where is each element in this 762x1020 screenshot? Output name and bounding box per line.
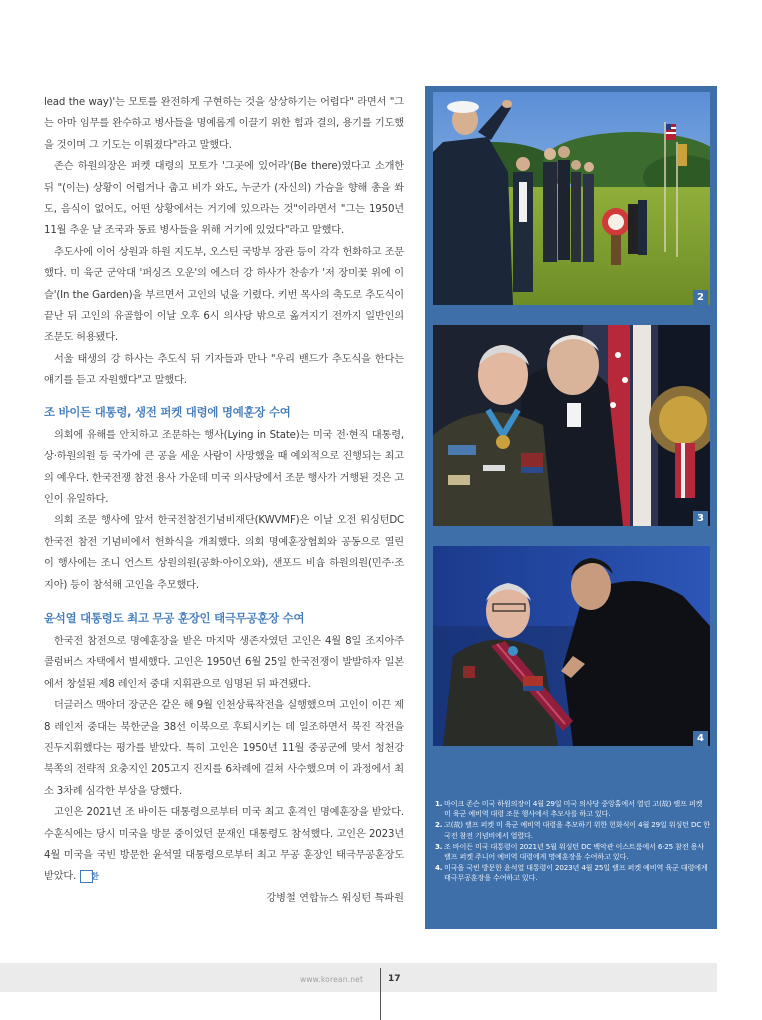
- caption-number: 3.: [435, 841, 443, 851]
- article-paragraph: 의회 조문 행사에 앞서 한국전참전기념비재단(KWVMF)은 이날 오전 워싱턴DC 한국전 참전 기념비에서 헌화식을 개최했다. 의회 명예훈장협회와 공동으로 열린 이 행사에는 조니 언스트 상원의원(공화·아이오와), 샌포드 비숍 하원의원(민주·조지아) 등이 참석해 고인을 추모했다.: [44, 515, 404, 591]
- end-mark-icon: 한: [80, 870, 93, 883]
- byline: 강병철 연합뉴스 워싱턴 특파원: [266, 892, 404, 904]
- article-paragraph: 존슨 하원의장은 퍼켓 대령의 모토가 '그곳에 있어라'(Be there)였다고 소개한 뒤 "(이는) 상황이 어렵거나 춥고 비가 와도, 누군가 (자신의) 가슴을 향해 총을 쏴도, 음식이 없어도, 어떤 상황에서는 거기에 있으라는 것"이라면서 "그는 1950년 11월 추운 날 조국과 동료 병사들을 위해 거기에 있었다"라고 말했다.: [44, 161, 404, 237]
- photo-sidebar: [425, 86, 717, 929]
- article-paragraph: 서울 태생의 강 하사는 추도식 뒤 기자들과 만나 "우리 밴드가 추도식을 한다는 얘기를 듣고 자원했다"고 말했다.: [44, 353, 404, 387]
- caption-number: 1.: [435, 799, 443, 808]
- article-paragraph: 한국전 참전으로 명예훈장을 받은 마지막 생존자였던 고인은 4월 8일 조지아주 콜럼버스 자택에서 별세했다. 고인은 1950년 6월 25일 한국전쟁이 발발하자 일본에서 창설된 제8 레인저 중대 지휘관으로 임명된 뒤 파견됐다.: [44, 635, 404, 690]
- caption-text: 고(故) 랠프 퍼켓 미 육군 예비역 대령을 추모하기 위한 헌화식이 4월 29일 워싱턴 DC 한국전 참전 기념비에서 열렸다.: [444, 820, 710, 840]
- article-paragraph: lead the way)'는 모토를 완전하게 구현하는 것을 상상하기는 어렵다" 라면서 "그는 아마 임무를 완수하고 병사들을 명예롭게 이끌기 위한 힘과 결의, 용기를 기도했을 것이며 그 기도는 이뤄졌다"라고 말했다.: [44, 97, 404, 151]
- photo-wreath-ceremony: [433, 92, 710, 305]
- taeguk-order-image: [433, 546, 710, 746]
- caption-text: 마이크 존슨 미국 하원의장이 4월 29일 미국 의사당 중앙홀에서 열린 고(故) 랠프 퍼켓 미 육군 예비역 대령 조문 행사에서 추모사를 하고 있다.: [444, 799, 703, 819]
- page-number: 17: [388, 974, 401, 984]
- wreath-ceremony-image: [433, 92, 710, 305]
- article-paragraph: 추도사에 이어 상원과 하원 지도부, 오스틴 국방부 장관 등이 각각 헌화하고 조문했다. 미 육군 군악대 '퍼싱즈 오운'의 에스더 강 하사가 찬송가 '저 장미꽃 위에 이슬'(In the Garden)을 부르면서 고인의 넋을 기렸다. 키번 목사의 축도로 추도식이 끝난 뒤 고인의 유골함이 이날 오후 6시 의사당 밖으로 옮겨지기 전까지 일반인의 조문도 허용됐다.: [44, 246, 404, 344]
- article-body: [44, 92, 404, 909]
- photo-number-badge: 3: [693, 511, 708, 526]
- article-paragraph: 의회에 유해를 안치하고 조문하는 행사(Lying in State)는 미국 전·현직 대통령, 상·하원의원 등 국가에 큰 공을 세운 사람이 사망했을 때 예외적으로 진행되는 최고의 예우다. 한국전쟁 참전 용사 가운데 미국 의사당에서 조문 행사가 거행된 것은 고인이 유일하다.: [44, 429, 404, 505]
- caption-text: 미국을 국빈 방문한 윤석열 대통령이 2023년 4월 25일 랠프 퍼켓 예비역 육군 대령에게 태극무공훈장을 수여하고 있다.: [444, 863, 708, 883]
- photo-number-badge: 2: [693, 290, 708, 305]
- photo-taeguk-order: [433, 546, 710, 746]
- medal-of-honor-image: [433, 325, 710, 526]
- caption-number: 4.: [435, 863, 443, 873]
- caption-text: 조 바이든 미국 대통령이 2021년 5월 워싱턴 DC 백악관 이스트룸에서 6·25 참전 용사 랠프 퍼켓 주니어 예비역 대령에게 명예훈장을 수여하고 있다.: [444, 841, 705, 862]
- footer-url: www.korean.net: [300, 975, 364, 984]
- caption-item: [435, 863, 711, 883]
- article-paragraph: 더글러스 맥아더 장군은 같은 해 9월 인천상륙작전을 실행했으며 고인이 이끈 제8 레인저 중대는 북한군을 38선 이북으로 후퇴시키는 데 일조하면서 북진 작전을 진두지휘했다는 평가를 받았다. 특히 고인은 1950년 11월 중공군에 맞서 청천강 북쪽의 전략적 요충지인 205고지 진지를 6차례에 걸쳐 사수했으며 이 과정에서 최소 3차례 심각한 부상을 당했다.: [44, 700, 404, 797]
- photo-number-badge: 4: [693, 731, 708, 746]
- caption-item: [435, 842, 711, 862]
- footer-divider: [380, 968, 381, 1020]
- section-heading-biden: 조 바이든 대통령, 생전 퍼켓 대령에 명예훈장 수여: [44, 404, 291, 419]
- article-paragraph-text: 고인은 2021년 조 바이든 대통령으로부터 미국 최고 훈격인 명예훈장을 받았다. 수훈식에는 당시 미국을 방문 중이었던 문재인 대통령도 참석했다. 고인은 2023년 4월 미국을 국빈 방문한 윤석열 대통령으로부터 최고 무공 훈장인 태극무공훈장도 받았다.: [44, 807, 404, 883]
- caption-number: 2.: [435, 820, 443, 830]
- article-paragraph-last: [44, 802, 404, 888]
- photo-captions: [435, 799, 711, 885]
- caption-item: [435, 799, 711, 819]
- caption-item: [435, 820, 711, 840]
- photo-medal-of-honor: [433, 325, 710, 526]
- section-heading-yoon: 윤석열 대통령도 최고 무공 훈장인 태극무공훈장 수여: [44, 610, 305, 625]
